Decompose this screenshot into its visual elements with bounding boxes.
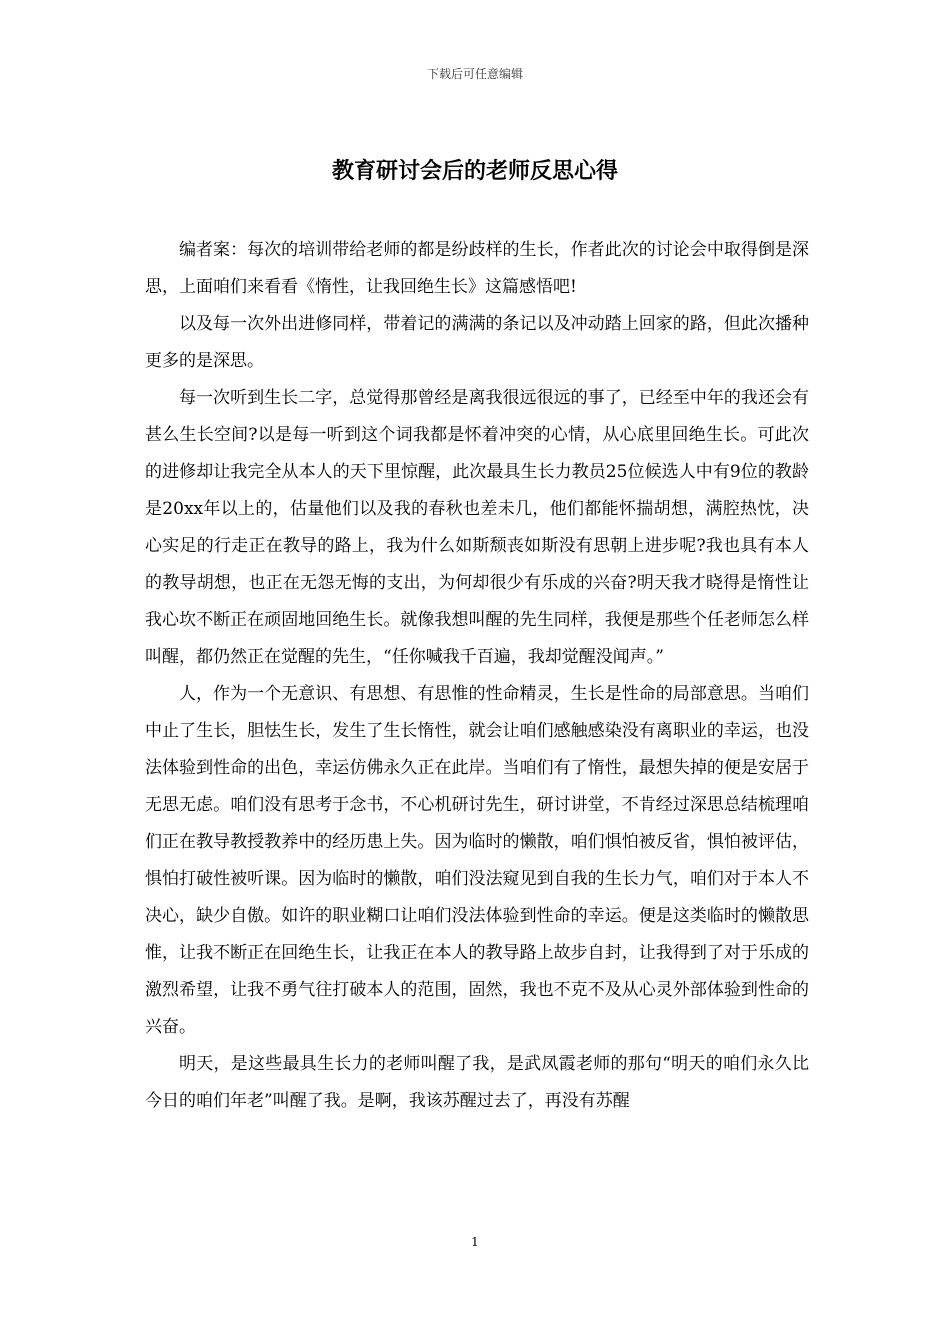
page-number: 1 <box>471 1235 479 1249</box>
document-body <box>145 232 809 1120</box>
paragraph-study-trip: 以及每一次外出进修同样，带着记的满满的条记以及冲动踏上回家的路，但此次播种更多的是深思。 <box>145 314 809 371</box>
document-title: 教育研讨会后的老师反思心得 <box>331 158 618 184</box>
paragraph-growth-reflection: 每一次听到生长二字，总觉得那曾经是离我很远很远的事了，已经至中年的我还会有甚么生长空间?以是每一听到这个词我都是怀着冲突的心情，从心底里回绝生长。可此次的进修却让我完全从本人的天下里惊醒，此次最具生长力教员25位候选人中有9位的教龄是20xx年以上的，估量他们以及我的春秋也差未几，他们都能怀揣胡想，满腔热忱，决心实足的行走正在教导的路上，我为什么如斯颓丧如斯没有思朝上进步呢?我也具有本人的教导胡想，也正在无怨无悔的支出，为何却很少有乐成的兴奋?明天我才晓得是惰性让我心坎不断正在顽固地回绝生长。就像我想叫醒的先生同样，我便是那些个任老师怎么样叫醒，都仍然正在觉醒的先生，“任你喊我千百遍，我却觉醒没闻声。” <box>145 388 809 667</box>
paragraph-inertia: 人，作为一个无意识、有思想、有思惟的性命精灵，生长是性命的局部意思。当咱们中止了生长，胆怯生长，发生了生长惰性，就会让咱们感触感染没有离职业的幸运，也没法体验到性命的出色，幸运仿佛永久正在此岸。当咱们有了惰性，最想失掉的便是安居于无思无虑。咱们没有思考于念书，不心机研讨先生，研讨讲堂，不肯经过深思总结梳理咱们正在教导教授教养中的经历患上失。因为临时的懒散，咱们惧怕被反省，惧怕被评估，惧怕打破性被听课。因为临时的懒散，咱们没法窥见到自我的生长力气，咱们对于本人不决心，缺少自傲。如许的职业糊口让咱们没法体验到性命的幸运。便是这类临时的懒散思惟，让我不断正在回绝生长，让我正在本人的教导路上故步自封，让我得到了对于乐成的激烈希望，让我不勇气往打破本人的范围，固然，我也不克不及从心灵外部体验到性命的兴奋。 <box>145 684 809 1037</box>
page-header: 下载后可任意编辑 <box>426 67 523 81</box>
paragraph-editor-note: 编者案：每次的培训带给老师的都是纷歧样的生长，作者此次的讨论会中取得倒是深思，上面咱们来看看《惰性，让我回绝生长》这篇感悟吧! <box>145 240 809 297</box>
paragraph-awakening: 明天，是这些最具生长力的老师叫醒了我，是武凤霞老师的那句“明天的咱们永久比今日的咱们年老”叫醒了我。是啊，我该苏醒过去了，再没有苏醒 <box>145 1054 809 1111</box>
